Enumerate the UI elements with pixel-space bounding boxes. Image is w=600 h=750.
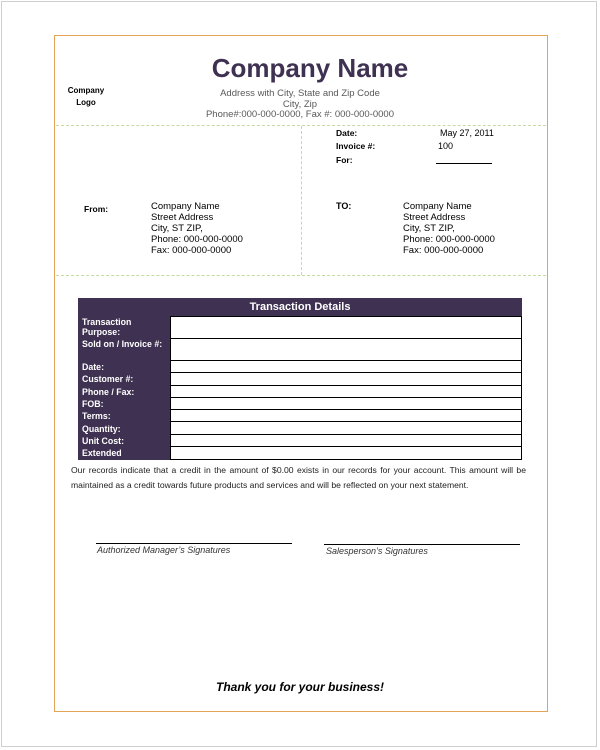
to-address bbox=[403, 201, 495, 256]
to-line: City, ST ZIP, bbox=[403, 223, 455, 234]
for-underline bbox=[436, 163, 492, 164]
invoice-number-value: 100 bbox=[438, 141, 454, 151]
salesperson-signature-line bbox=[324, 544, 520, 545]
logo-line-2: Logo bbox=[76, 98, 96, 107]
transaction-value-column bbox=[170, 316, 522, 460]
to-line: Phone: 000-000-0000 bbox=[403, 234, 495, 245]
tx-label-sold-on: Sold on / Invoice #: bbox=[82, 339, 163, 349]
tx-label-extended: Extended bbox=[82, 448, 122, 458]
tx-row-line bbox=[171, 360, 522, 361]
date-value: May 27, 2011 bbox=[440, 128, 494, 138]
date-label: Date: bbox=[336, 128, 358, 138]
from-line: Company Name bbox=[151, 201, 220, 212]
from-line: Street Address bbox=[151, 212, 214, 223]
tx-row-line bbox=[171, 459, 522, 460]
company-city: City, Zip bbox=[282, 99, 318, 110]
thank-you-message: Thank you for your business! bbox=[215, 680, 385, 694]
tx-label-date: Date: bbox=[82, 362, 104, 372]
tx-row-line bbox=[171, 446, 522, 447]
tx-row-line bbox=[171, 397, 522, 398]
for-label: For: bbox=[336, 155, 353, 165]
divider-bottom bbox=[56, 275, 546, 276]
from-label: From: bbox=[84, 204, 109, 214]
tx-row-line bbox=[171, 338, 522, 339]
to-line: Fax: 000-000-0000 bbox=[403, 245, 484, 256]
from-line: City, ST ZIP, bbox=[151, 223, 203, 234]
transaction-details-table bbox=[78, 298, 522, 460]
tx-label-customer: Customer #: bbox=[82, 374, 134, 384]
to-line: Street Address bbox=[403, 212, 466, 223]
credit-statement: Our records indicate that a credit in the amount of $0.00 exists in our records for your account. This amount will be maintained as a credit towards future products and services and will be reflected on your next statement. bbox=[71, 465, 526, 490]
transaction-details-title: Transaction Details bbox=[78, 298, 522, 316]
transaction-label-column bbox=[78, 316, 170, 460]
company-contact: Phone#:000-000-0000, Fax #: 000-000-0000 bbox=[205, 109, 395, 120]
salesperson-signature-label: Salesperson’s Signatures bbox=[326, 546, 428, 556]
company-address: Address with City, State and Zip Code bbox=[220, 88, 380, 99]
tx-row-line bbox=[171, 316, 522, 317]
company-logo bbox=[65, 85, 107, 109]
invoice-number-label: Invoice #: bbox=[336, 141, 376, 151]
tx-row-line bbox=[171, 421, 522, 422]
from-address bbox=[151, 201, 243, 256]
logo-line-1: Company bbox=[67, 86, 105, 95]
divider-vertical bbox=[301, 126, 302, 275]
tx-row-line bbox=[171, 385, 522, 386]
from-line: Phone: 000-000-0000 bbox=[151, 234, 243, 245]
company-name-title: Company Name bbox=[211, 53, 409, 83]
tx-row-line bbox=[171, 409, 522, 410]
tx-label-unit-cost: Unit Cost: bbox=[82, 436, 125, 446]
tx-label-fob: FOB: bbox=[82, 399, 104, 409]
tx-row-line bbox=[171, 434, 522, 435]
to-line: Company Name bbox=[403, 201, 472, 212]
to-label: TO: bbox=[336, 201, 352, 211]
manager-signature-label: Authorized Manager’s Signatures bbox=[97, 545, 231, 555]
from-line: Fax: 000-000-0000 bbox=[151, 245, 232, 256]
tx-label-purpose: Transaction Purpose: bbox=[82, 317, 132, 337]
tx-label-phone-fax: Phone / Fax: bbox=[82, 387, 135, 397]
manager-signature-line bbox=[96, 543, 292, 544]
tx-label-quantity: Quantity: bbox=[82, 424, 121, 434]
tx-label-terms: Terms: bbox=[82, 411, 111, 421]
tx-row-line bbox=[171, 372, 522, 373]
